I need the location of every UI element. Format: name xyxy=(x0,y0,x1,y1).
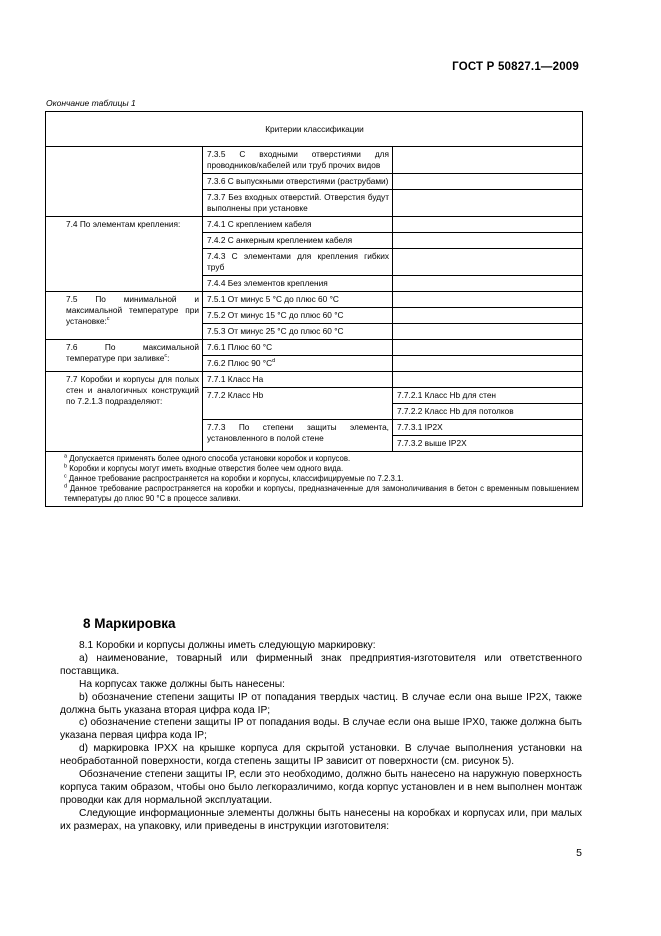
table-row xyxy=(46,292,583,308)
section-body xyxy=(60,640,582,834)
body-paragraph: На корпусах также должны быть нанесены: xyxy=(79,678,285,690)
empty-cell xyxy=(393,174,583,190)
subcriterion-cell xyxy=(203,249,393,276)
table-header-row xyxy=(46,112,583,147)
body-paragraph: 8.1 Коробки и корпусы должны иметь следующую маркировку: xyxy=(79,640,376,651)
empty-cell xyxy=(393,147,583,174)
table-note xyxy=(50,464,579,474)
subcriterion-text: 7.4.4 Без элементов крепления xyxy=(207,278,328,288)
subcriterion-text: 7.4.1 С креплением кабеля xyxy=(207,219,312,229)
table-note xyxy=(50,474,579,484)
empty-cell xyxy=(393,356,583,372)
classification-table xyxy=(45,111,583,507)
subcriterion-text: 7.7.2 Класс Hb xyxy=(207,390,264,400)
criterion-text: 7.4 По элементам крепления: xyxy=(66,219,181,229)
empty-cell xyxy=(393,292,583,308)
body-paragraph: а) наименование, товарный или фирменный знак предприятия-изготовителя или ответственного поставщика. xyxy=(60,652,582,677)
subcriterion-text: 7.7.1 Класс На xyxy=(207,374,264,384)
subcriterion-cell xyxy=(203,276,393,292)
table-header-cell: Критерии классификации xyxy=(46,112,583,147)
footnote-mark: b xyxy=(64,463,68,470)
table-row xyxy=(46,372,583,388)
footnote-mark: c xyxy=(106,316,110,323)
table-note xyxy=(50,454,579,464)
body-paragraph: b) обозначение степени защиты IP от попадания твердых частиц. В случае если она выше IP2X, также должна быть указана вторая цифра кода IP; xyxy=(60,691,582,716)
footnote-mark: c xyxy=(164,353,168,360)
criterion-cell xyxy=(46,372,203,452)
footnote-mark: d xyxy=(64,483,68,490)
subcriterion-cell xyxy=(203,388,393,420)
footnote-mark: а xyxy=(64,453,68,460)
table-note xyxy=(50,484,579,504)
criterion-cell xyxy=(46,147,203,217)
empty-cell xyxy=(393,324,583,340)
body-paragraph: Следующие информационные элементы должны быть нанесены на коробках и корпусах или, при малых их размерах, на упаковку, или приведены в инструкции изготовителя: xyxy=(60,807,582,832)
footnote-mark: с xyxy=(64,473,67,480)
detail-cell: 7.7.3.1 IP2X xyxy=(393,420,583,436)
table-row xyxy=(46,147,583,174)
subcriterion-cell xyxy=(203,147,393,174)
subcriterion-cell xyxy=(203,233,393,249)
empty-cell xyxy=(393,217,583,233)
empty-cell xyxy=(393,308,583,324)
detail-cell: 7.7.3.2 выше IP2X xyxy=(393,436,583,452)
criterion-text: 7.7 Коробки и корпусы для полых стен и аналогичных конструкций по 7.2.1.3 подразделяют: xyxy=(66,374,199,406)
subcriterion-cell xyxy=(203,190,393,217)
subcriterion-cell xyxy=(203,372,393,388)
subcriterion-text: 7.5.1 От минус 5 °С до плюс 60 °С xyxy=(207,294,339,304)
subcriterion-text: 7.6.1 Плюс 60 °С xyxy=(207,342,273,352)
document-code: ГОСТ Р 50827.1—2009 xyxy=(452,61,579,73)
table-row xyxy=(46,217,583,233)
table-note-text: Коробки и корпусы могут иметь входные отверстия более чем одного вида. xyxy=(69,464,344,473)
subcriterion-text: 7.7.3 По степени защиты элемента, установленного в полой стене xyxy=(207,422,389,443)
empty-cell xyxy=(393,233,583,249)
empty-cell xyxy=(393,372,583,388)
empty-cell xyxy=(393,190,583,217)
criterion-tail: : xyxy=(167,353,170,363)
subcriterion-cell xyxy=(203,217,393,233)
subcriterion-text: 7.5.3 От минус 25 °С до плюс 60 °С xyxy=(207,326,344,336)
subcriterion-cell xyxy=(203,420,393,452)
body-paragraph: d) маркировка IPXX на крышке корпуса для скрытой установки. В случае выполнения установки на необработанной поверхности, когда степень защиты IP зависит от поверхности (см. рисунок 5). xyxy=(60,743,582,768)
section-title: 8 Маркировка xyxy=(83,616,176,631)
criterion-text: 7.6 По максимальной температуре при заливке xyxy=(66,342,199,363)
empty-cell xyxy=(393,340,583,356)
footnote-mark: d xyxy=(272,358,276,365)
table-notes-row xyxy=(46,452,583,507)
subcriterion-cell xyxy=(203,356,393,372)
table-notes-cell xyxy=(46,452,583,507)
subcriterion-text: 7.3.7 Без входных отверстий. Отверстия будут выполнены при установке xyxy=(207,192,389,213)
table-note-text: Данное требование распространяется на коробки и корпусы, предназначенные для замоноличивания в бетон с временным повышением температуры до плюс 90 °С в процессе заливки. xyxy=(64,484,580,503)
subcriterion-cell xyxy=(203,308,393,324)
subcriterion-text: 7.3.6 С выпускными отверстиями (раструбами) xyxy=(207,176,389,186)
subcriterion-cell xyxy=(203,324,393,340)
criterion-cell xyxy=(46,217,203,292)
body-paragraph: с) обозначение степени защиты IP от попадания воды. В случае если она выше IPX0, также должна быть указана первая цифра кода IP; xyxy=(60,717,582,742)
subcriterion-text: 7.5.2 От минус 15 °С до плюс 60 °С xyxy=(207,310,344,320)
subcriterion-cell xyxy=(203,174,393,190)
empty-cell xyxy=(393,276,583,292)
subcriterion-text: 7.6.2 Плюс 90 °С xyxy=(207,358,273,368)
page-number: 5 xyxy=(576,847,582,859)
table-row xyxy=(46,340,583,356)
subcriterion-text: 7.4.3 С элементами для крепления гибких труб xyxy=(207,251,389,272)
detail-cell: 7.7.2.2 Класс Hb для потолков xyxy=(393,404,583,420)
empty-cell xyxy=(393,249,583,276)
detail-cell: 7.7.2.1 Класс Hb для стен xyxy=(393,388,583,404)
table-note-text: Данное требование распространяется на коробки и корпусы, классифицируемые по 7.2.3.1. xyxy=(68,474,404,483)
table-note-text: Допускается применять более одного способа установки коробок и корпусов. xyxy=(69,454,351,463)
table-caption: Окончание таблицы 1 xyxy=(46,98,136,108)
subcriterion-cell xyxy=(203,292,393,308)
criterion-cell xyxy=(46,292,203,340)
subcriterion-text: 7.3.5 С входными отверстиями для проводников/кабелей или труб прочих видов xyxy=(207,149,389,170)
subcriterion-text: 7.4.2 С анкерным креплением кабеля xyxy=(207,235,353,245)
criterion-cell xyxy=(46,340,203,372)
criterion-text: 7.5 По минимальной и максимальной температуре при установке: xyxy=(66,294,199,326)
body-paragraph: Обозначение степени защиты IP, если это необходимо, должно быть нанесено на наружную поверхность корпуса таким образом, чтобы оно было легкоразличимо, когда корпус установлен и в нем выполнен монтаж проводки как для нормальной эксплуатации. xyxy=(60,769,582,806)
subcriterion-cell xyxy=(203,340,393,356)
